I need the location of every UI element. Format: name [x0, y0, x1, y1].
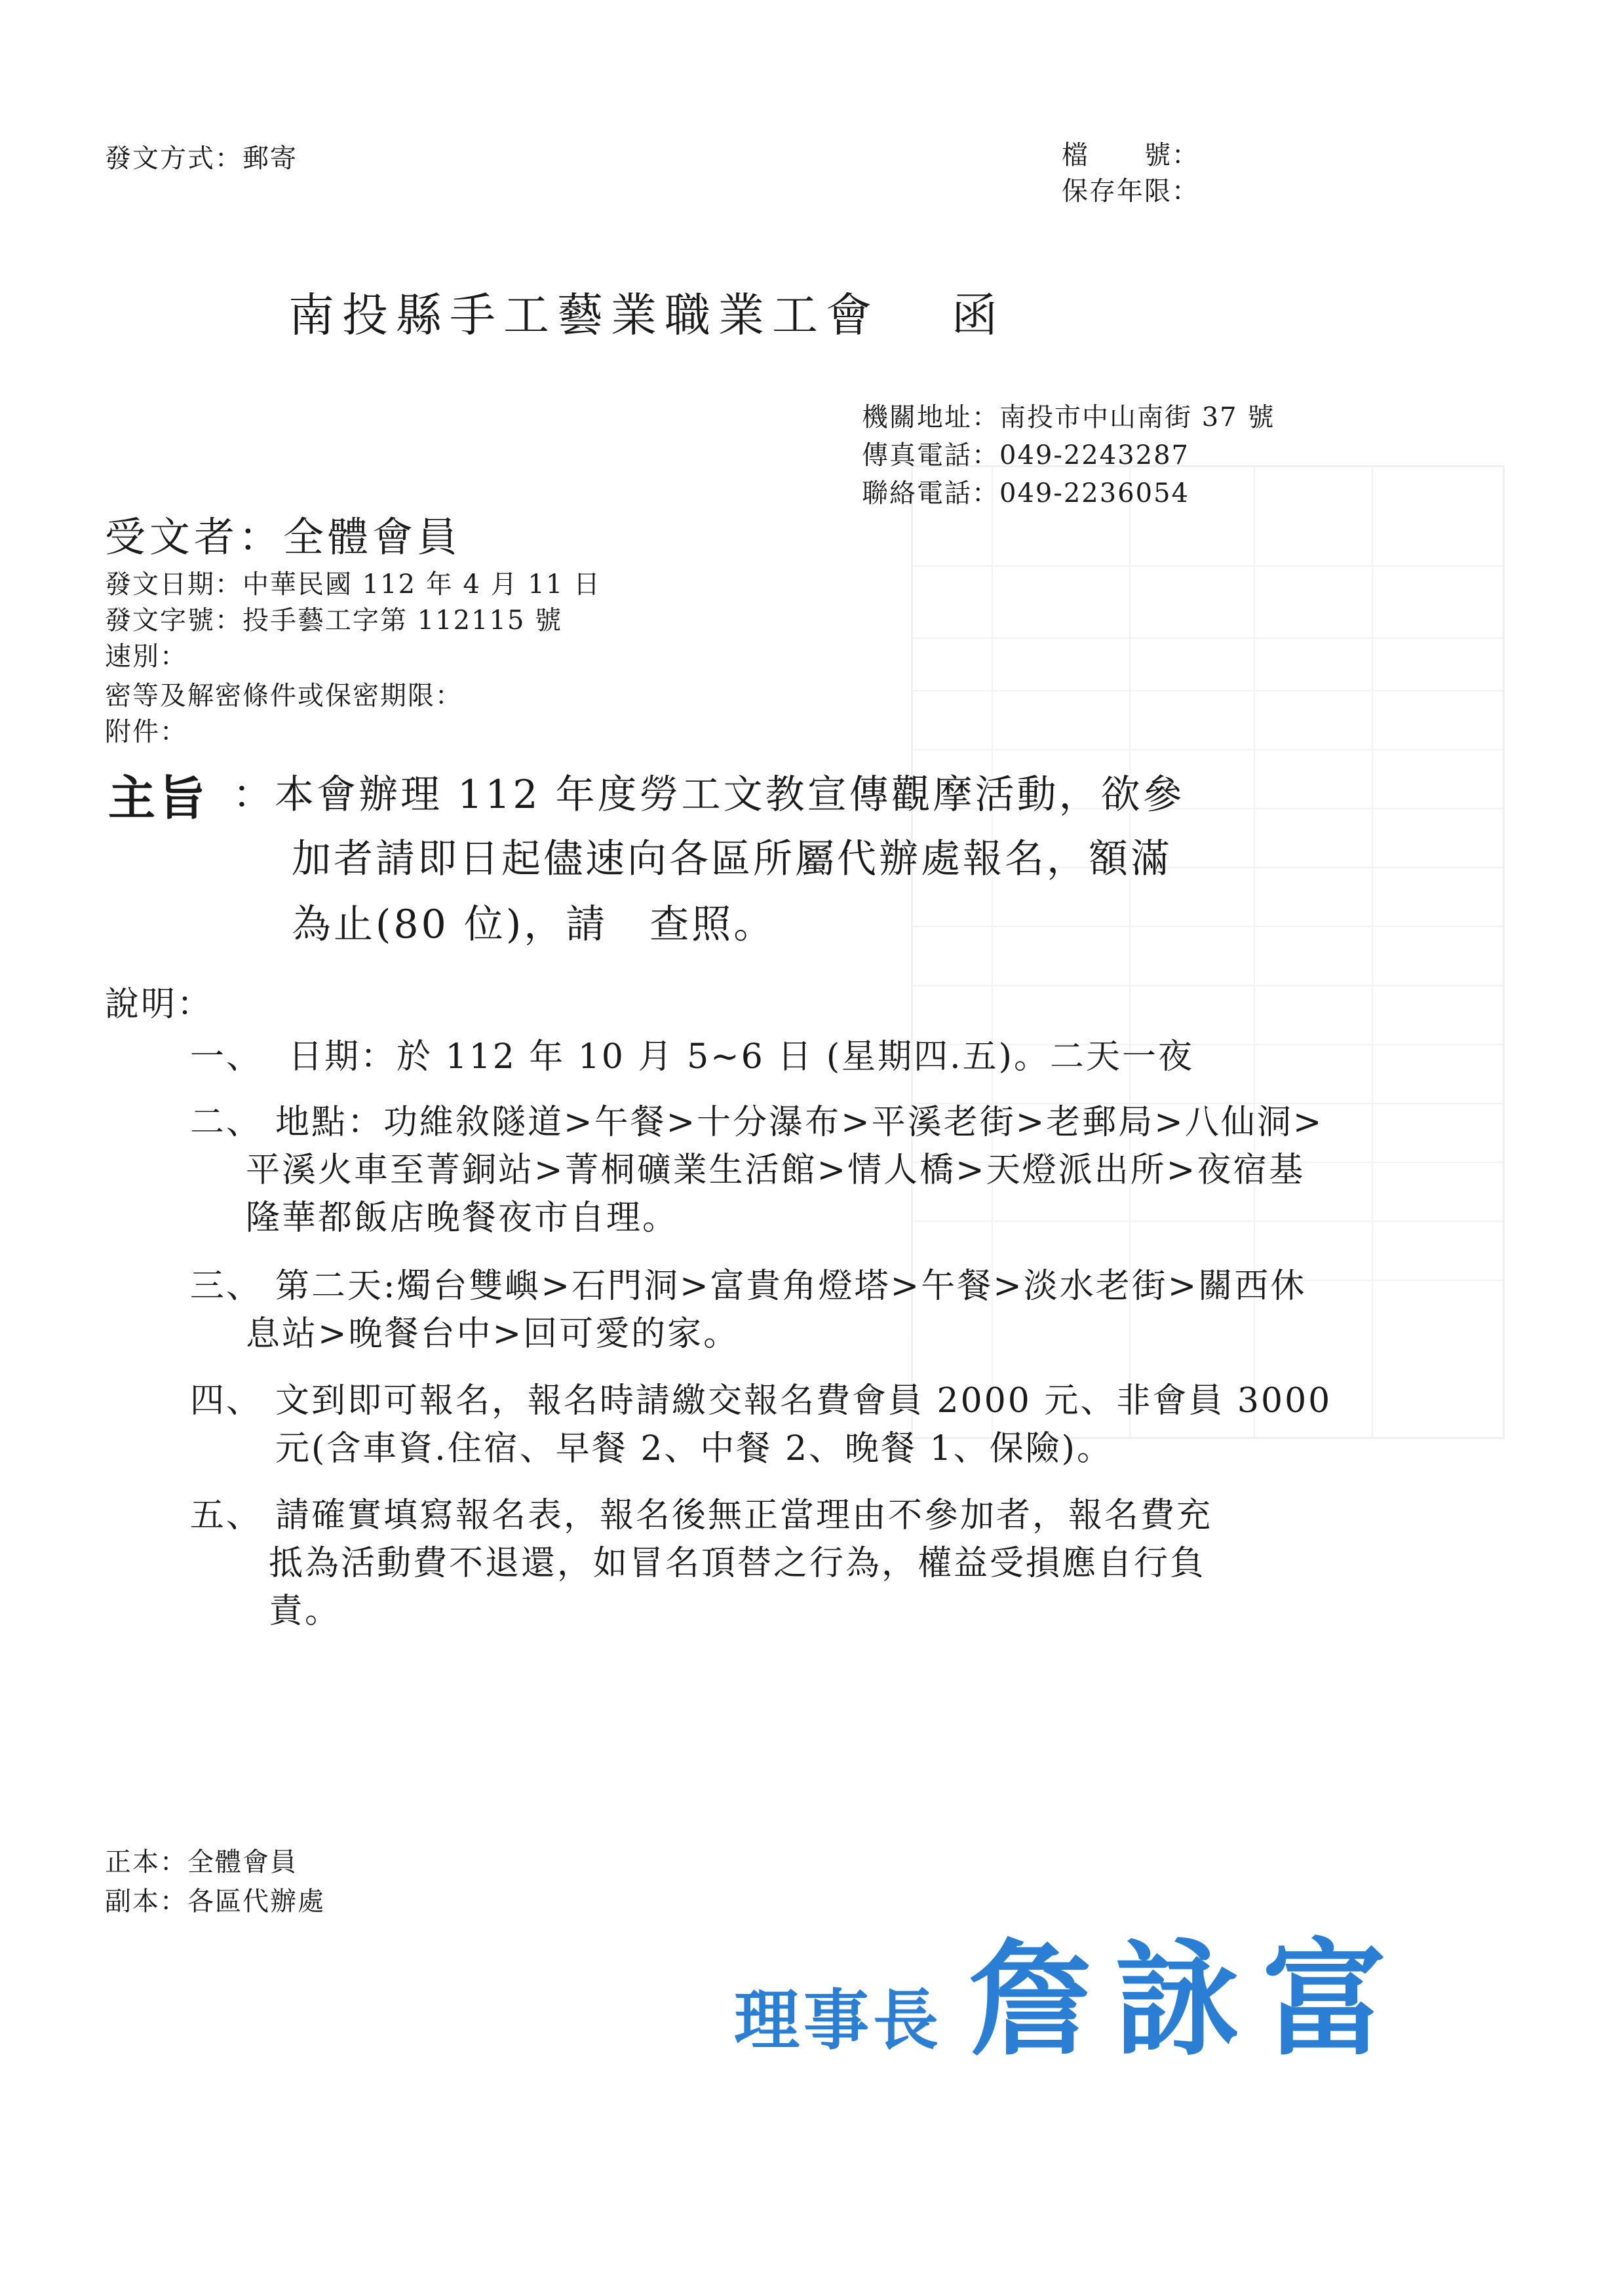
item-line: 地點：功維敘隧道>午餐>十分瀑布>平溪老街>老郵局>八仙洞>: [275, 1103, 1324, 1142]
subject-label: 主旨: [108, 770, 208, 826]
item-line: 文到即可報名，報名時請繳交報名費會員 2000 元、非會員 3000: [275, 1381, 1332, 1421]
send-method: 發文方式：郵寄: [105, 144, 298, 174]
item-line: 第二天:燭台雙嶼>石門洞>富貴角燈塔>午餐>淡水老街>關西休: [275, 1267, 1307, 1306]
security-level: 密等及解密條件或保密期限：: [105, 681, 463, 711]
chairman-signature-stamp: [734, 1900, 1409, 2079]
signature-title: 理事長: [734, 1981, 942, 2059]
org-address: 機關地址：南投市中山南街 37 號: [862, 402, 1275, 432]
item-line: 元(含車資.住宿、早餐 2、中餐 2、晚餐 1、保險)。: [275, 1429, 1113, 1468]
item-line: 抵為活動費不退還，如冒名頂替之行為，權益受損應自行負: [269, 1544, 1207, 1583]
item-number: 一、: [190, 1037, 263, 1077]
subject-line-1: ：本會辦理 112 年度勞工文教宣傳觀摩活動，欲參: [233, 772, 1185, 818]
item-line: 日期：於 112 年 10 月 5~6 日 (星期四.五)。二天一夜: [288, 1037, 1194, 1077]
item-number: 二、: [190, 1103, 263, 1142]
item-number: 四、: [190, 1381, 263, 1421]
recipient: 受文者：全體會員: [105, 513, 462, 561]
document-number: 發文字號：投手藝工字第 112115 號: [105, 605, 563, 636]
attachment: 附件：: [105, 717, 187, 747]
document-title: [288, 278, 1005, 345]
fax-number: 傳真電話：049-2243287: [862, 440, 1190, 470]
organization-name: 南投縣手工藝業職業工會: [288, 288, 880, 342]
issue-date: 發文日期：中華民國 112 年 4 月 11 日: [105, 569, 601, 600]
item-line: 息站>晚餐台中>回可愛的家。: [246, 1314, 740, 1354]
explanation-label: 說明：: [105, 985, 214, 1024]
signature-name: 詹詠富: [969, 1926, 1410, 2073]
speed-class: 速別：: [105, 641, 187, 672]
item-line: 隆華都飯店晚餐夜市自理。: [246, 1198, 679, 1238]
item-number: 五、: [190, 1496, 263, 1535]
file-number: 檔 號：: [1062, 140, 1199, 170]
retention-period: 保存年限：: [1062, 176, 1199, 206]
item-line: 責。: [269, 1592, 341, 1631]
original-recipient: 正本：全體會員: [105, 1847, 298, 1877]
document-type: 函: [952, 288, 1005, 342]
item-number: 三、: [190, 1267, 263, 1306]
phone-number: 聯絡電話：049-2236054: [862, 478, 1190, 508]
item-line: 平溪火車至菁銅站>菁桐礦業生活館>情人橋>天燈派出所>夜宿基: [246, 1151, 1305, 1190]
subject-line-3: 為止(80 位)，請 查照。: [292, 902, 776, 947]
item-line: 請確實填寫報名表，報名後無正當理由不參加者，報名費充: [275, 1496, 1213, 1535]
copy-recipient: 副本：各區代辦處: [105, 1886, 325, 1917]
subject-line-2: 加者請即日起儘速向各區所屬代辦處報名，額滿: [292, 836, 1172, 882]
